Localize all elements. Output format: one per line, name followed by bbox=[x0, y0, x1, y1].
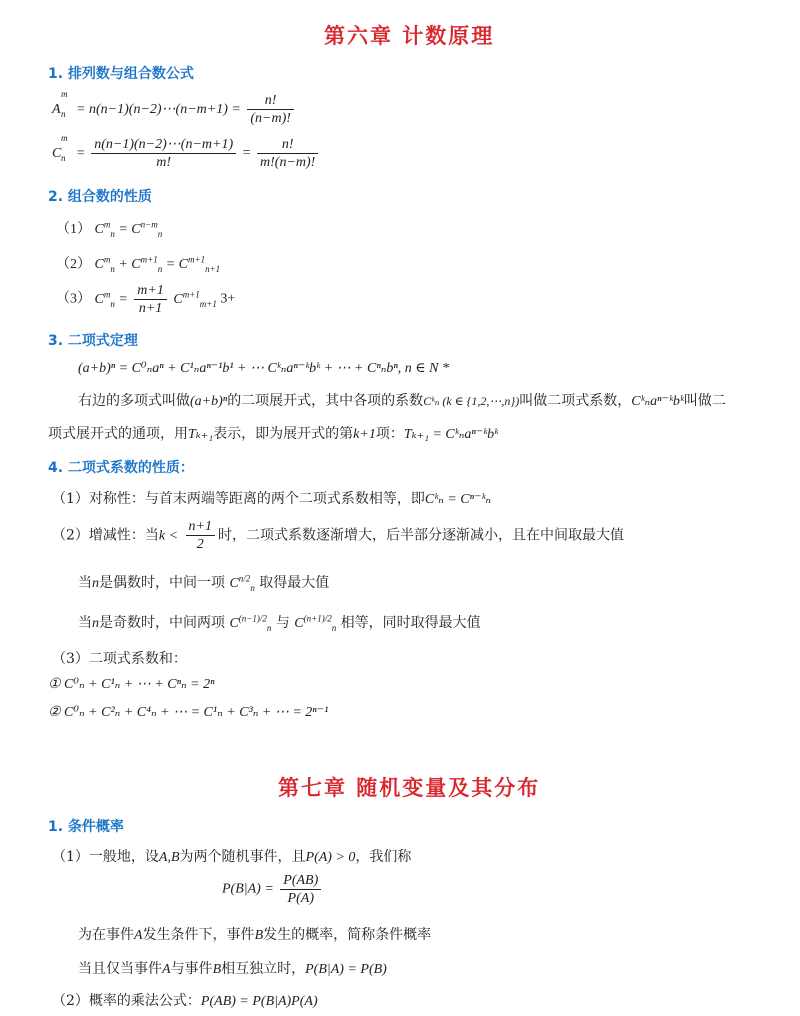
formula-permutation: A m n = n(n−1)(n−2)⋯(n−m+1) = $\frac{n!}{(n-m)!}$ bbox=[52, 92, 297, 127]
combination-property-2: （2） $C^m_n + C^{m+1}_n = C^{m+1}_{n+1}$ bbox=[56, 254, 221, 274]
binomial-coefficient-sum: （3）二项式系数和： bbox=[52, 651, 187, 667]
chapter-7-title: 第七章 随机变量及其分布 bbox=[278, 775, 541, 800]
binomial-description-line1: 右边的多项式叫做(a+b)ⁿ的二项展开式，其中各项的系数Cᵏₙ (k ∈ {1,2,⋯,n})叫做二项式系数，Cᵏₙaⁿ⁻ᵏbᵏ叫做二 bbox=[78, 393, 726, 409]
conditional-probability-desc: 为在事件A发生条件下，事件B发生的概率，简称条件概率 bbox=[78, 927, 432, 943]
conditional-probability-def: （1）一般地，设A,B为两个随机事件，且P(A) > 0，我们称 bbox=[52, 849, 412, 865]
independence-statement: 当且仅当事件A与事件B相互独立时，P(B|A) = P(B) bbox=[78, 961, 387, 977]
binomial-max-even: 当n是偶数时，中间一项 $C^{n/2}_n$ 取得最大值 bbox=[78, 573, 330, 593]
section-heading: 2. 组合数的性质 bbox=[48, 189, 152, 205]
conditional-probability-formula: P(B|A) = $\frac{P(AB)}{P(A)}$ bbox=[222, 872, 324, 907]
binomial-theorem-formula: (a+b)ⁿ = C⁰ₙaⁿ + C¹ₙaⁿ⁻¹b¹ + ⋯ Cᵏₙaⁿ⁻ᵏbᵏ + ⋯ + Cⁿₙbⁿ, n ∈ N * bbox=[78, 361, 450, 376]
binomial-description-line2: 项式展开式的通项，用Tₖ₊₁表示，即为展开式的第k+1项：Tₖ₊₁ = Cᵏₙaⁿ⁻ᵏbᵏ bbox=[48, 426, 499, 442]
section-heading: 3. 二项式定理 bbox=[48, 333, 138, 349]
section-heading: 4. 二项式系数的性质： bbox=[48, 460, 194, 476]
binomial-property-monotonic: （2）增减性：当k < $\frac{n+1}{2}$ 时，二项式系数逐渐增大，后半部分逐渐减小，且在中间取最大值 bbox=[52, 519, 624, 552]
binomial-max-odd: 当n是奇数时，中间两项 $C^{(n-1)/2}_n$ 与 $C^{(n+1)/2}_n$ 相等，同时取得最大值 bbox=[78, 613, 481, 633]
multiplication-rule: （2）概率的乘法公式：P(AB) = P(B|A)P(A) bbox=[52, 993, 318, 1009]
binomial-sum-formula-1: ① C⁰ₙ + C¹ₙ + ⋯ + Cⁿₙ = 2ⁿ bbox=[48, 677, 215, 692]
section-heading: 1. 排列数与组合数公式 bbox=[48, 66, 194, 82]
combination-property-3: （3） $C^m_n$ = $\frac{m+1}{n+1}$ $C^{m+1}_{m+1}$ 3+ bbox=[56, 283, 236, 316]
section-heading: 1. 条件概率 bbox=[48, 819, 124, 835]
binomial-property-symmetry: （1）对称性：与首末两端等距离的两个二项式系数相等，即Cᵏₙ = Cⁿ⁻ᵏₙ bbox=[52, 491, 492, 507]
chapter-6-title: 第六章 计数原理 bbox=[324, 23, 495, 48]
formula-combination: C m n = $\frac{n(n-1)(n-2)\cdots(n-m+1)}{m!}$ = $\frac{n!}{m!(n-m)!}$ bbox=[52, 136, 321, 171]
combination-property-1: （1） $C^m_n = C^{n-m}_n$ bbox=[56, 219, 163, 239]
binomial-sum-formula-2: ② C⁰ₙ + C²ₙ + C⁴ₙ + ⋯ = C¹ₙ + C³ₙ + ⋯ = 2ⁿ⁻¹ bbox=[48, 705, 329, 720]
